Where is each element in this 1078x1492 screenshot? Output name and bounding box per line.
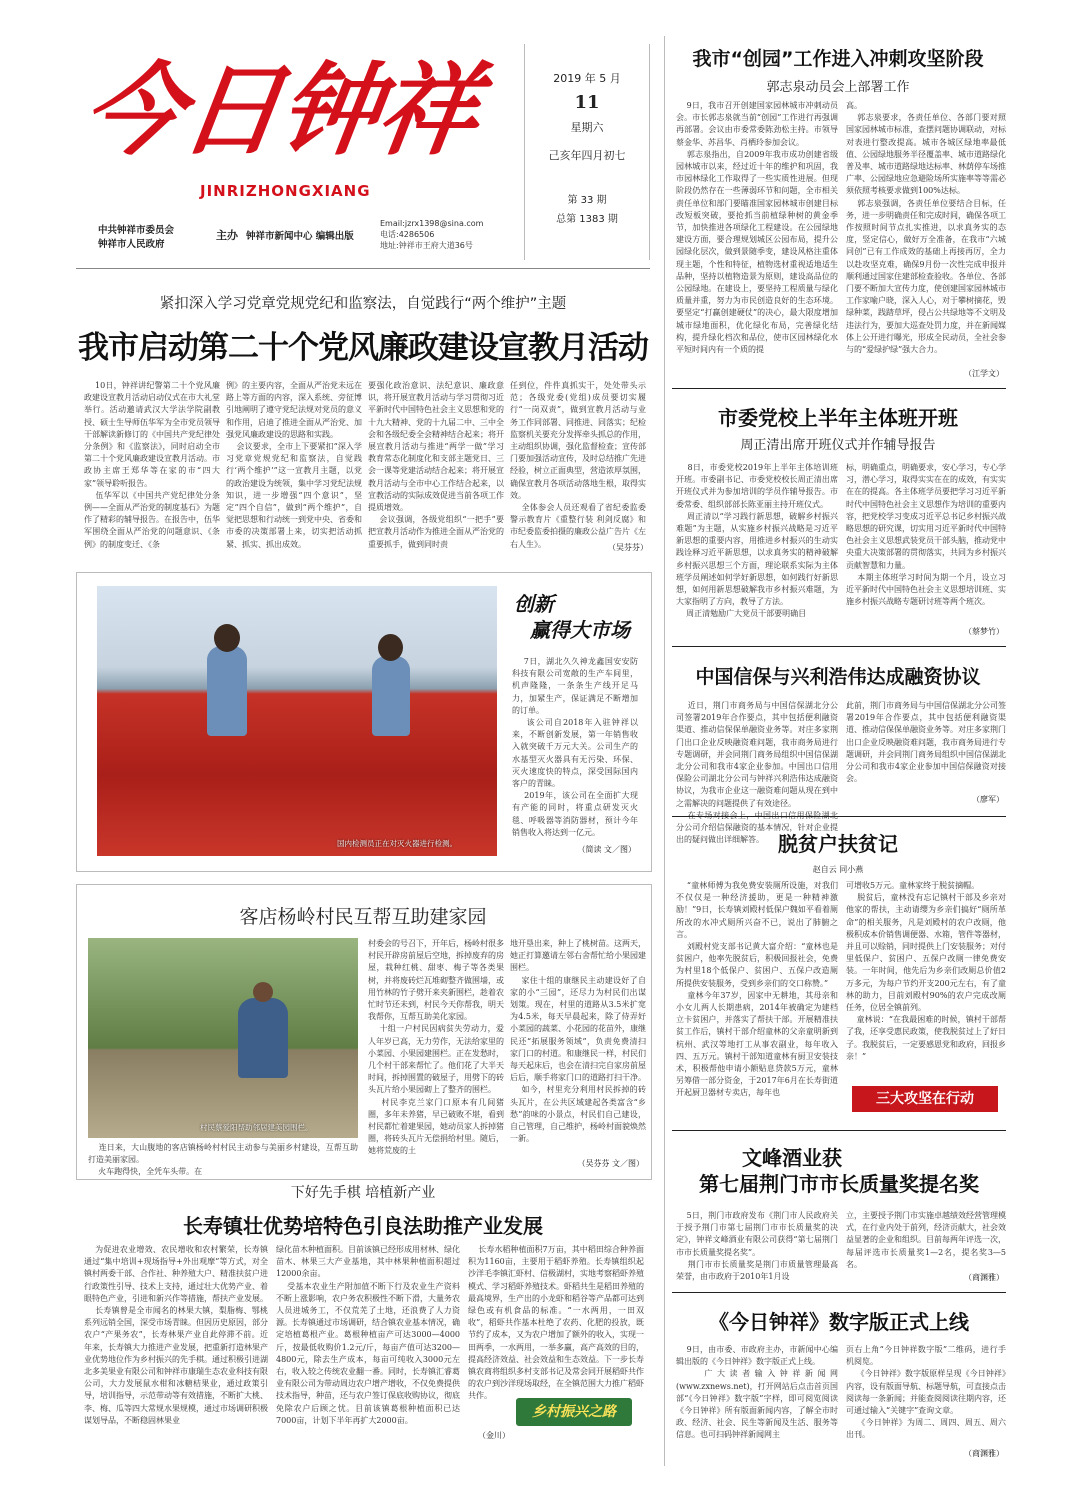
lead-kicker: 紧扣深入学习党章党规党纪和监察法，自觉践行“两个维护”主题 [159,296,567,312]
sponsor-2: 钟祥市人民政府 [98,239,165,250]
right2-col-2: 标，明确重点，明确要求，安心学习，专心学习，潜心学习，取得实实在在的成效，有实实在在的提高。各主体班学员要把学习习近平新时代中国特色社会主义思想作为培训的重要内容，把党校学习变成习近平总书记乡村振兴战略思想的研究课，切实用习近平新时代中国特色社会主义思想武装党员干部头脑，推动党中央重大决策部署的贯彻落实，共同为乡村振兴贡献智慧和力量。 本期主体班学习时间为期一个月，设立习近平新时代中国特色社会主义思想培训班、实施乡村振兴战略专题研讨班等两个班次。 [846,463,1007,607]
date-issue: 第 33 期 [567,195,607,206]
host-label: 主办 [216,229,238,242]
photo-caption: 国内检测员正在对灭火器进行检测。 [337,839,457,848]
right4-byline: 赵自云 同小燕 [812,865,864,874]
villager-head [253,982,273,1002]
lead-col-3: 要强化政治意识、法纪意识、廉政意识，将开展宣教月活动与学习贯彻习近平新时代中国特色社会主义思想和党的十九大精神、党的十九届二中、三中全会和各级纪委全会精神结合起来；将开展宣教月活动与推进“两学一做”学习教育常态化制度化和支部主题党日、三会一课等党建活动结合起来；将开展宣教月活动与全市中心工作结合起来，以宣教活动的实际成效促进当前各项工作提质增效。 会议强调，各级党组织“一把手”要把宣教月活动作为推进全面从严治党的重要抓手，做到同时责 [368,381,504,549]
changshou-kicker: 下好先手棋 培植新产业 [290,1185,436,1201]
right6-col-1: 9日，由市委、市政府主办，市新闻中心编辑出版的《今日钟祥》数字版正式上线。 广大读者输入钟祥新闻网(www.zxnews.net)，打开网站后点击首页国部“《今日钟祥》数字版”字样，即可阅览阅读《今日钟祥》所有版面新闻内容，了解全市时政、经济、社会、民生等新闻及生活、服务等信息。也可扫码钟祥新闻网主 [676,1345,839,1440]
right5-col-1: 5日，荆门市政府发布《荆门市人民政府关于授予荆门市第七届荆门市市长质量奖的决定》，钟祥文峰酒业有限公司获得“第七届荆门市市长质量奖提名奖”。 荆门市市长质量奖是荆门市质量管理最高荣誉，由市政府于2010年1月设 [676,1211,839,1282]
changshou-col-1: 为促进农业增效、农民增收和农村繁荣，长寿镇通过“集中培训+现场指导+外出观摩”等方式，对全镇村两委干部、合作社、种养殖大户、精准扶贫户进行政策性引导、技术上支持，通过壮大优势产业、着眼特色产业，引进和新兴作等措施，帮扶产业发展。 长寿镇曾是全市闻名的林果大镇，梨脂梅、鄂桃系列远销全国，深受市场青睐。但因历史原因，部分农户“产果务农”，长寿林果产业自此停滞不前。近年来，长寿镇大力推进产业发展，把重新打造林果产业优势地位作为乡村振兴的先手棋。通过积极引进湖北多美果业有限公司和钟祥市康瑞生态农业科技有限公司，大力发展鼠水柑和冰糖桔果业，通过政策引导，培训指导，示范带动等有效措施，不断扩大桃、李、梅、瓜等四大常规水果规模，通过市场调研积极谋划导品，不断稳固林果业 [84,1245,269,1425]
worker-1 [207,646,247,736]
lead-headline: 我市启动第二十个党风廉政建设宣教月活动 [78,330,648,366]
changshou-signature: （金川） [478,1431,510,1440]
contact-phone: 电话:4286506 [380,230,435,239]
right5-headline-2: 第七届荆门市市长质量奖提名奖 [699,1172,979,1196]
market-title-1: 创新 [514,592,554,616]
right2-headline: 市委党校上半年主体班开班 [718,406,958,430]
right6-headline: 《今日钟祥》数字版正式上线 [709,1310,969,1334]
right4-badge: 三大攻坚在行动 [852,1086,998,1112]
right1-headline: 我市“创园”工作进入冲刺攻坚阶段 [692,48,984,70]
masthead-pinyin: JINRIZHONGXIANG [200,182,371,200]
right2-col-1: 8日，市委党校2019年上半年主体培训班开班。市委副书记、市委党校校长周正清出席开班仪式并为参加培训的学员作辅导报告。市委常委、组织部部长陈亚丽主持开班仪式。 周正清以“学习践行新思想，破解乡村振兴难题”为主题，从实施乡村振兴战略是习近平新思想的重要内容，用推进乡村振兴的生动实践诠释习近平新思想，以求真务实的精神破解乡村振兴思想三个方面，理论联系实际为主体班学员阐述如何学好新思想，如何践行好新思想，如何用新思想破解我市乡村振兴难题，为大家指明了方向，教导了方法。 周正清勉励广大党员干部要明确目 [676,463,839,619]
right5-signature: （商渊雅） [964,1273,1004,1282]
worker-1-head [214,624,240,652]
changshou-col-2: 绿化苗木种植面积。目前该镇已经形成用材林、绿化苗木、林果三大产业基地，其中林果种植面积超过12000余亩。 受基本农业生产附加值不断下行及农业生产资料不断上涨影响，农户务农积极性不断下滑，大量务农人员进城务工，不仅荒芜了土地，还浪费了人力资源。长寿镇通过市场调研，结合镇农业基本情况，确定培植葛根产业。葛根种植亩产可达3000—4000斤，按最低收购价1.2元/斤，每亩产值可达3200—4800元，除去生产成本，每亩可纯收入3000元左右，收入较之传统农业翻一番。同时，长寿镇汇睿葛业有限公司为带动周边农户增产增收，不仅免费提供技术指导，种苗，还与农户签订保底收购协议，彻底免除农户后顾之忧。目前该镇葛根种植面积已达7000亩，计划下半年再扩大2000亩。 [276,1245,461,1425]
right1-sub: 郭志泉动员会上部署工作 [766,80,910,95]
market-title-2: 赢得大市场 [530,618,630,642]
right4-headline: 脱贫户扶贫记 [778,832,898,856]
right5-col-2: 立，主要授予荆门市实施卓越绩效经营管理模式，在行业内处于前列，经济贡献大，社会效益显著的企业和组织。目前每两年评选一次，每届评选市长质量奖1—2名，提名奖3—5名。 [846,1211,1006,1269]
date-year-month: 2019 年 5 月 [553,72,621,85]
date-box [524,44,650,260]
lead-col-2: 例》的主要内容，全面从严治党未远在路上等方面的内容，深入系统、旁征博引地阐明了遵守党纪法规对党员的意义和作用，启迪了推进全面从严治党、加强党风廉政建设的思路和实践。 会议要求，全市上下要紧扣“深入学习党章党规党纪和监察法，自觉践行‘两个维护’”这一宣教月主题，以党的政治建设为统领，集中学习党纪法规知识，进一步增强“四个意识”，坚定“四个自信”，做到“两个维护”，自觉把思想和行动统一到党中央、省委和市委的决策部署上来，切实把活动抓紧、抓实、抓出成效。 [226,381,363,549]
right3-col-2: 此前，荆门市商务局与中国信保湖北分公司签署2019年合作要点，其中包括便利融资渠道、推动信保保单融资业务等。对庄多家荆门出口企业反映融资难问题，我市商务局进行专题调研，并会同荆门商务局组织中国信保湖北分公司和我市4家企业参加中国信保融资对接会。 [846,701,1006,784]
village-col-2: 村委会的号召下，开年后，杨岭村很多村民开辟房前屋后空地，拆掉废弃的房屋，栽种红桃、甜枣、梅子等各类果树，并将废砖烂瓦堆砌整齐做围墙，或用竹林的竹子劈开来夹新围栏，趁着农忙时节还未到，村民今天你帮我，明天我帮你，互帮互助美化家园。 十组一户村民因病贫失劳动力，爱人年岁已高，无力劳作，无法给家里的小菜园、小果园建围栏。正在发愁时，几个村干部来帮忙了。他们花了大半天时间，拆掉围置的破屋子，用劈下的砖头瓦片给小果园砌上了整齐的围栏。 村民李克兰家门口原本有几间猪圈，多年未养猪，早已破败不堪，看到村民都忙着建果园，她动员家人拆掉猪圈，将砖头瓦片无偿捐给村里。随后，她将荒废的土 [368,939,505,1156]
right6-col-2: 页右上角“今日钟祥数字版”二维码，进行手机阅览。 《今日钟祥》数字版原样呈现《今日钟祥》内容，设有版面导航、标题导航，可直接点击阅读每一条新闻；并能查阅阅读往期内容，还可通过输入“关键字”查询文章。 《今日钟祥》为周二、周四、周五、周六出刊。 [846,1345,1007,1440]
village-headline: 客店杨岭村民互帮互助建家园 [239,906,487,928]
contact-address: 地址:钟祥市王府大道36号 [380,241,473,250]
worker-2-head [378,634,403,661]
date-day: 11 [574,92,600,113]
market-body: 7日，湖北久久神龙鑫国安安防科技有限公司宽敞的生产车间里，机声隆隆，一条条生产线开足马力，加紧生产，保证满足不断增加的订单。 该公司自2018年入驻钟祥以来，不断创新发展，第一年销售收入就突破千万元大关。公司生产的水基型灭火器具有无污染、环保、灭火速度快的特点，深受国际国内客户的青睐。 2019年，该公司在全面扩大现有产能的同时，将重点研发灭火毯、呼吸器等消防器材，预计今年销售收入将达到一亿元。 [512,657,639,837]
date-lunar: 己亥年四月初七 [548,149,626,162]
lead-signature: （吴芬芬） [608,543,648,552]
village-col-3: 地开垦出来，种上了桃树苗。这两天，她正打算邀请左邻右舍帮忙给小果园建围栏。 家住十组的康继民主动建设好了自家的小“三园”，还尽力为村民们出谋划策。现在，村里的道路从3.5米扩宽为4.5米，每天早晨起来，除了侍弄好小菜园的蔬菜、小花园的花苗外，康继民还“拓展服务领域”，负责免费清扫家门口的村道。和康继民一样，村民们每天起床后，也会在清扫完自家房前屋后后，顺手将家门口的道路打扫干净。 如今，村里充分利用村民拆掉的砖头瓦片，在公共区域建起各类富含“乡愁”韵味的小景点，村民们自己建设，自己管理，自己维护，杨岭村面貌焕然一新。 [510,939,647,1144]
right2-signature: （蔡梦竹） [964,627,1004,636]
right3-headline: 中国信保与兴利浩伟达成融资协议 [695,666,981,688]
date-total: 总第 1383 期 [556,214,618,225]
market-photo [97,586,497,856]
masthead-logo: 今日钟祥 [75,51,485,169]
right6-signature: （商渊雅） [964,1449,1004,1458]
right4-col-1: “童林师傅为我免费安装厕所设施，对我们不仅仅是一种经济援助，更是一种精神激励！”9日，长寿镇刘殿村低保户魏如平看着厕所改的水冲式厕所兴奋不已，说出了肺腑之言。 刘殿村党支部书记黄大富介绍：“童林也是贫困户，他率先脱贫后，积极回报社会，免费为村里18个低保户、贫困户、五保户改造厕所提供安装服务，受到乡亲们的交口称赞。” 童林今年37岁，因家中无耕地，其母亲和小女儿两人长期患病，2014年被确定为建档立卡贫困户，并落实了帮扶干部。开展精准扶贫工作后，镇村干部介绍童林的父亲童明新到杭州、武汉等地打工从事农副业，每年收入四、五万元。镇村干部知道童林有厨卫安装技术，积极帮他申请小额贴息贷款5万元，童林另筹借一部分资金，于2017年6月在长寿街道开起厨卫器材专卖店，每年也 [676,881,839,1098]
changshou-col-3: 长寿水稻种植面积7万亩，其中稻田综合种养面积为1160亩，主要用于稻虾养殖。长寿镇组织起沙洋毛李镇汇虾村、信极湖村，实地考察稻虾养殖模式、学习稻虾养殖技术。虾稻共生是稻田养殖的最高境界，生产出的小龙虾和稻谷等产品都可达到绿色或有机食品的标准。“一水两用，一田双收”，稻虾共作基本杜绝了农药、化肥的投放，既节约了成本，又为农户增加了额外的收入，实现一田两季，一水两用，一举多赢，高产高效的目的，提高经济效益、社会效益和生态效益。下一步长寿镇农商将组织多村支部书记及常会同开展稻虾共作的农户到沙洋现场取经，在全镇范围大力推广稻虾共作。 [468,1245,644,1401]
date-weekday: 星期六 [570,121,604,134]
village-col-1: 连日来，大山腹地的客店镇杨岭村村民主动参与美丽乡村建设，互帮互助打造美丽家园。 火车跑得快，全凭车头带。在 [88,1143,358,1177]
right3-signature: （廖军） [972,795,1004,804]
lead-col-4: 任到位，件件真抓实干，处处带头示范；各级党委(党组)成员要切实履行“一岗双责”，做到宣教月活动与业务工作同部署、同推进、同落实；纪检监察机关要充分发挥牵头抓总的作用，主动组织协调，强化监督检查；宣传部门要加强活动宣传，及时总结推广先进经验，树立正面典型，营造浓厚氛围，确保宣教月各项活动落地生根，取得实效。 全体参会人员还观看了省纪委监委警示教育片《重整行装 利剑反腐》和市纪委监委拍摄的廉政公益广告片《左右人生》。 [510,381,647,549]
village-signature: （吴芬芬 文／图） [577,1159,644,1168]
lead-col-1: 10日，钟祥讲纪警第二十个党风廉政建设宣教月活动启动仪式在市大礼堂举行。活动邀请武汉大学法学院副教授、硕士生导师伍华军为全市党员领导干部解读新修订的《中国共产党纪律处分条例》和《监察法》，同时启动全市第二十个党风廉政建设宣教月活动。市政协主席王郑华等在家的市“四大家”领导聆听报告。 伍华军以《中国共产党纪律处分条例——全面从严治党的制度基石》为题作了精彩的辅导报告。在报告中，伍华军围绕全面从严治党的问题意识、《条例》的制度变迁、《条 [84,381,221,549]
right1-col-1: 9日，我市召开创建国家园林城市冲刺动员会。市长郭志泉就当前“创园”工作进行再强调再部署。会议由市委常委陈劲松主持。市领导蔡金华、苏昌华、肖栖玲参加会议。 郭志泉指出，自2009年我市成功创建省级园林城市以来，经过近十年的维护和巩固，我市园林绿化工作取得了一些实质性进展。但现阶段仍然存在一些薄弱环节和问题，全市相关责任单位和部门要瞄准国家园林城市创建目标改短板突破，要抢抓当前植绿种树的黄金季节，加快推进各项绿化工程建设。在公园绿地建设方面，要合理规划城区公园布局，提升公园绿化层次，做到景随季变，建设风格注重体现主题，个性和特征，植物选材重视适地适生品种，坚持以植物造景为原则，建设高品位的公园绿地。在建设上，要坚持工程质量与绿化质量并重，努力为市民创造良好的生态环境。要坚定“打赢创建硬仗”的决心，最大限度增加城市绿地面积，优化绿化布局，完善绿化结构，提升绿化档次和品位，使市区园林绿化水平短时间内有一个质的提 [676,101,839,355]
contact-block [380,218,483,251]
right3-col-1: 近日，荆门市商务局与中国信保湖北分公司签署2019年合作要点，其中包括便利融资渠道、推动信保保单融资业务等。对庄多家荆门出口企业反映融资难问题，我市商务局进行专题调研，并会同荆门商务局组织中国信保湖北分公司和我市4家企业参加。中国出口信用保险公司湖北分公司与钟祥兴利浩伟达成融资协议，为我市企业这一融资难问题从现在到中之需解决的问题提供了有效途径。 分公司介绍信保融资的基本情况，针对企业提出的疑问做出详细解答。 [676,701,839,845]
right4-col-2: 可增收5万元。童林家终于脱贫摘帽。 脱贫后，童林没有忘记镇村干部及乡亲对他家的帮扶，主动请缨为乡亲们搞好“厕所革命”的相关服务，凡是刘殿村的农户改厕，他极积成本价销售调便器、水箱，管件等器材，并且可以赊销，同时提供上门安装服务；对付里低保户、贫困户、五保户改厕一律免费安装。一年时间，他先后为乡亲们改厕总价值2万多元，为每户节约开支200元左右，有了童林的助力，目前刘殿村90%的农户完成改厕任务，位居全镇前列。 童林说：“在我最困难的时候，镇村干部帮了我，还享受惠民政策，使我脱贫过上了好日子。我脱贫后，一定要感恩党和政府，回报乡亲！” [846,881,1007,1061]
worker-2 [372,656,410,736]
changshou-headline: 长寿镇壮优势培特色引良法助推产业发展 [183,1214,543,1238]
right1-col-2: 高。 郭志泉要求，各责任单位、各部门要对照国家园林城市标准，查摆问题协调联动，对标对表进行整改提高。城市各城区绿地率最低值、公园绿地服务半径覆盖率、城市道路绿化普及率、城市道路绿地达标率、林荫停车场推广率、公园绿地应急避险场所实施率等等需必须依照考核要求做到100%达标。 郭志泉强调，各责任单位要结合目标，任务，进一步明确责任和完成时间，确保各项工作按照时间节点扎实推进，以求真务实的态度，竖定信心，做好万全准备，在我市“六城同创”已有工作成效的基础上再接再厉，全力以赴攻坚克难，确保9月份一次性完成申报并顺利通过国家住建部检查验收。各单位、各部门要不断加大宣传力度，使创建国家园林城市工作家喻户晓，深入人心，对于攀树摘花，毁绿种菜，践踏草坪，侵占公共绿地等不文明及违法行为，要加大巡查处罚力度，并在新闻媒体上公开进行曝光，形成全民动员，全社会参与的“爱绿护绿”强大合力。 [846,101,1007,355]
right2-sub: 周正清出席开班仪式并作辅导报告 [740,438,936,453]
photo-caption: 村民蔡爱阳帮助邻居建美园围栏。 [200,1123,313,1132]
village-photo [88,938,358,1138]
market-signature: （简读 文／图） [577,845,636,854]
contact-email: Email:jzrx1398@sina.com [380,219,484,228]
changshou-badge: 乡村振兴之路 [516,1398,632,1426]
villager-figure [238,998,288,1078]
right5-headline-1: 文峰酒业获 [742,1146,842,1170]
sponsor-1: 中共钟祥市委员会 [98,225,175,236]
editor-label: 钟祥市新闻中心 编辑出版 [246,231,354,242]
right1-signature: （江学文） [964,369,1004,378]
